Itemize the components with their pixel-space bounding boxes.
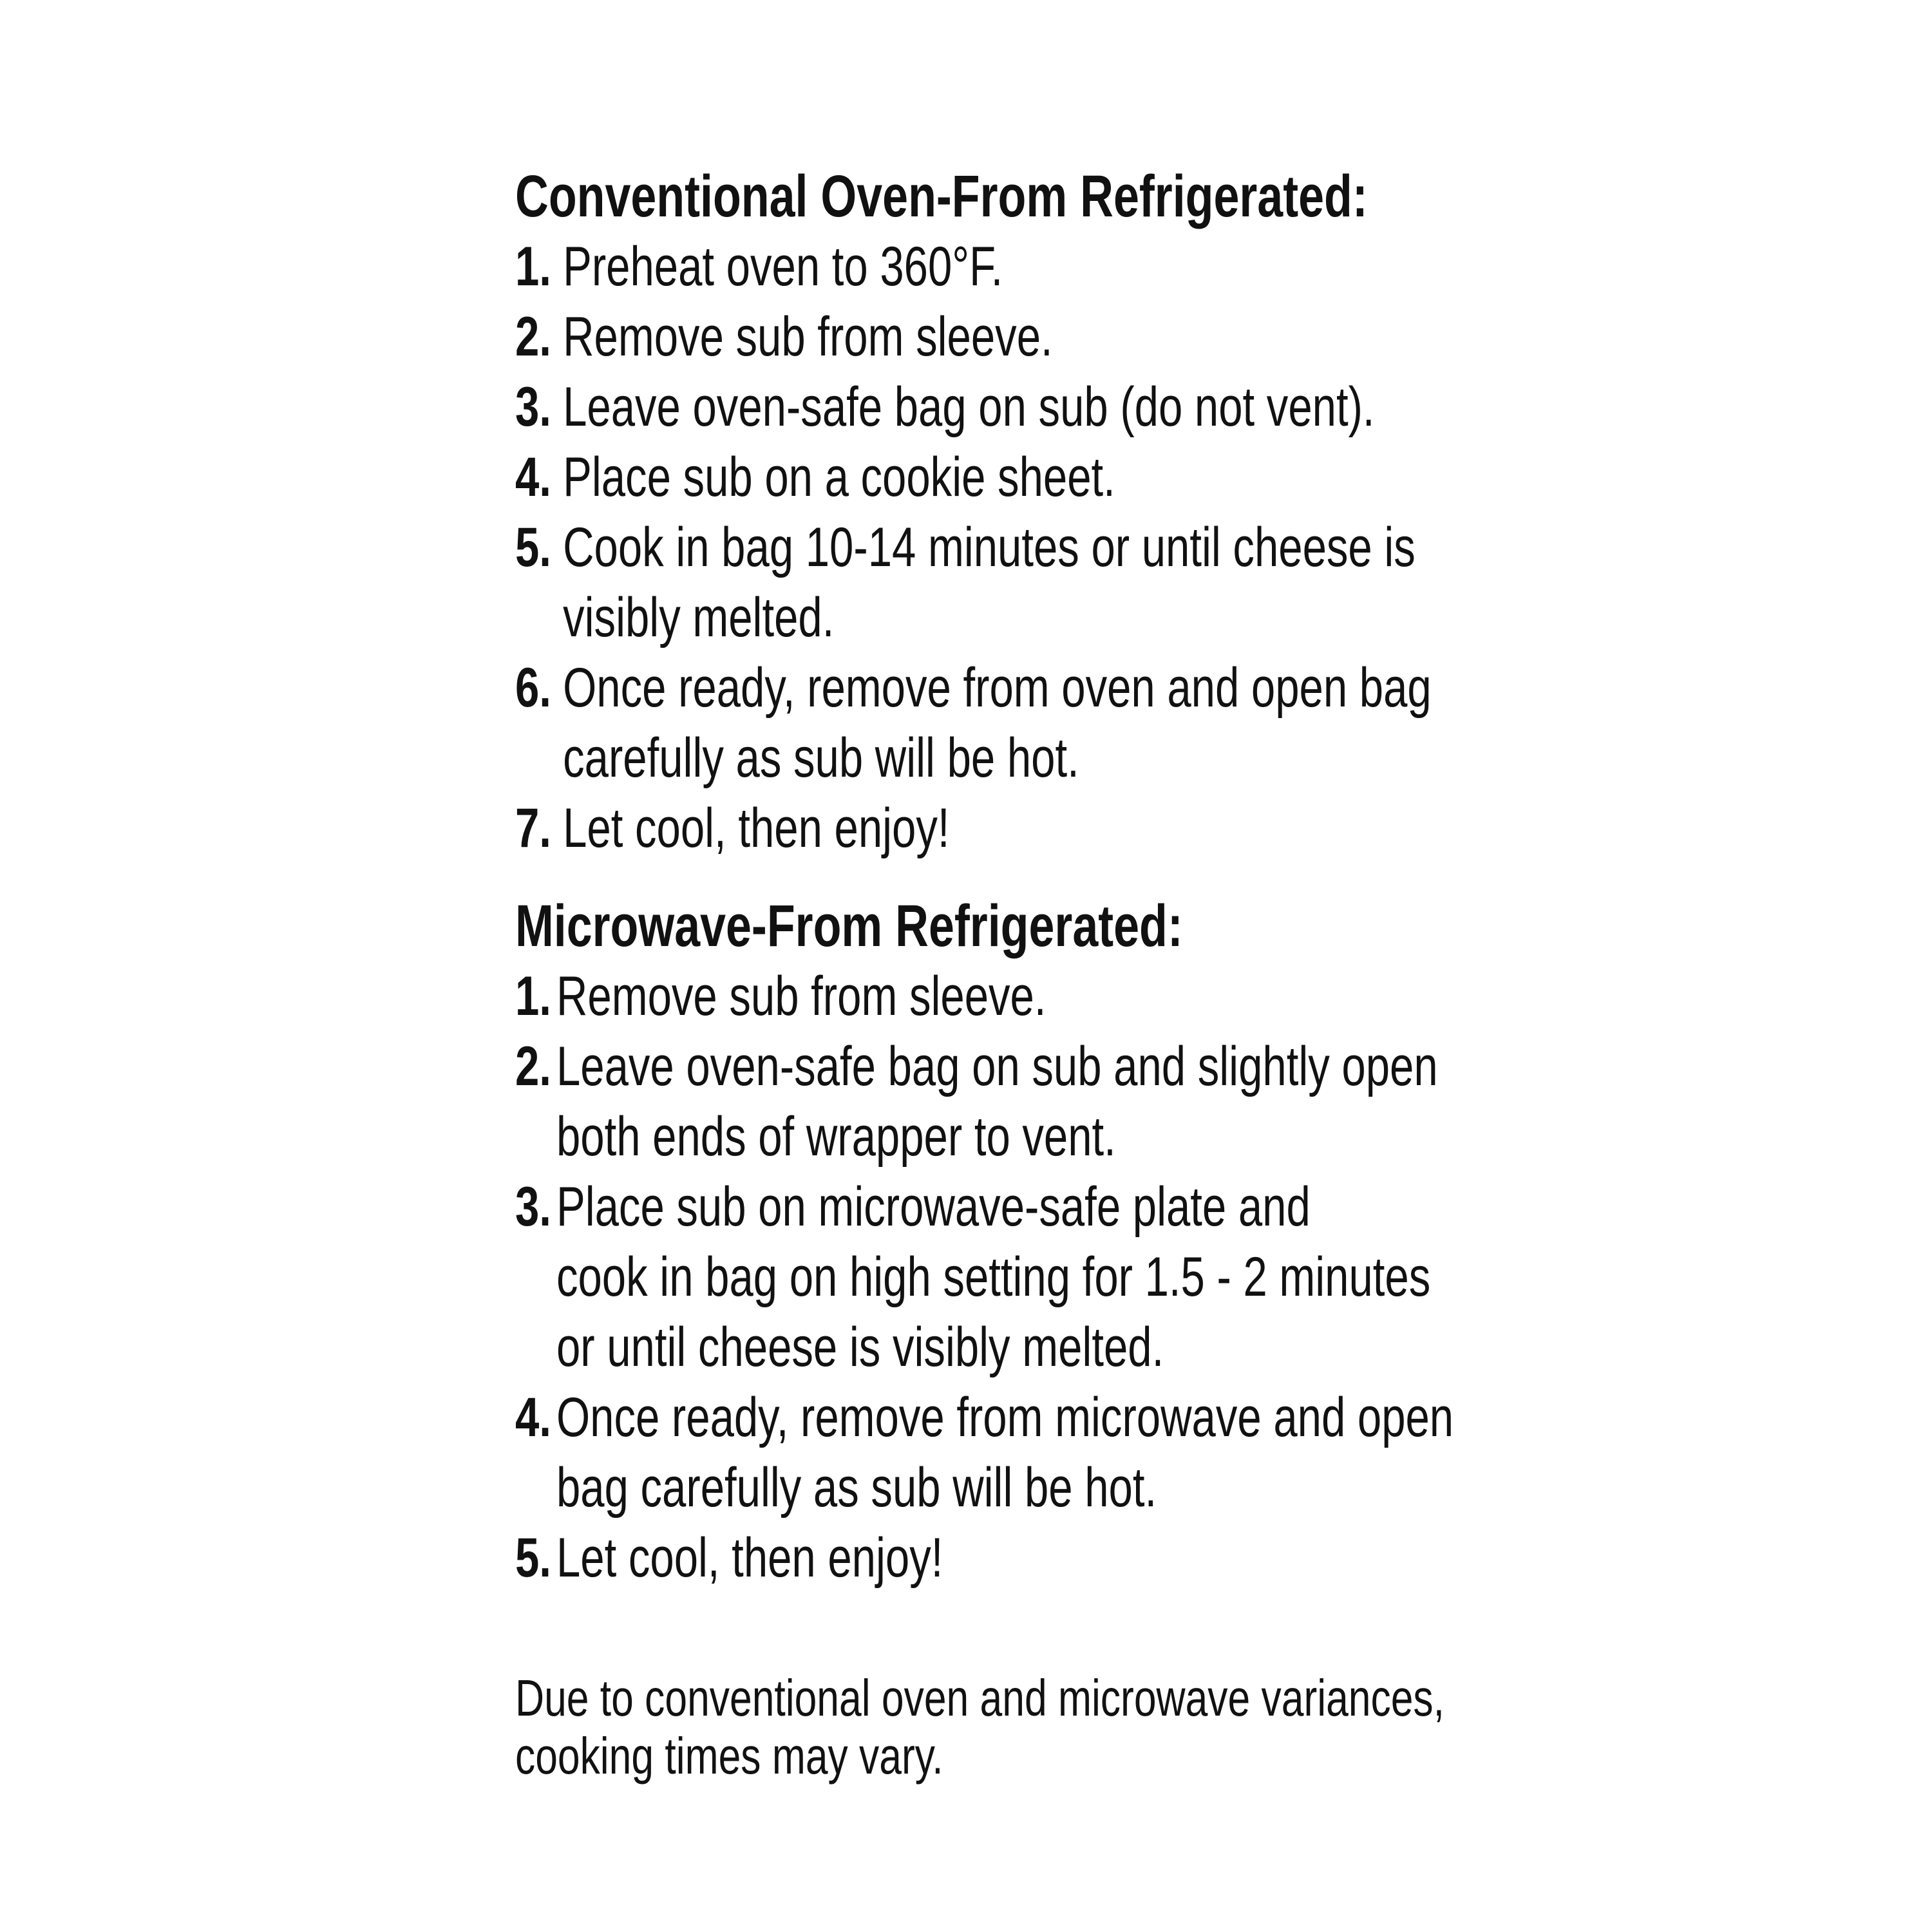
step-number: 3.: [515, 1176, 551, 1238]
step-line: Place sub on microwave-safe plate and: [556, 1176, 1311, 1238]
step-line: or until cheese is visibly melted.: [556, 1316, 1164, 1378]
step-number: 4.: [515, 446, 551, 508]
note-line: Due to conventional oven and microwave variances,: [515, 1669, 1444, 1727]
microwave-step: [515, 1172, 1546, 1383]
oven-step: [515, 302, 1546, 372]
step-line: Once ready, remove from oven and open bag: [563, 657, 1432, 719]
step-text: [556, 1523, 1546, 1593]
oven-step: [515, 232, 1546, 302]
microwave-steps-list: [515, 961, 1546, 1593]
step-number: 4.: [515, 1387, 551, 1448]
step-line: bag carefully as sub will be hot.: [556, 1457, 1157, 1519]
microwave-heading: Microwave-From Refrigerated:: [515, 893, 1183, 959]
step-number: 1.: [515, 965, 551, 1027]
microwave-step: [515, 1523, 1546, 1593]
step-number: 3.: [515, 376, 551, 438]
microwave-step: [515, 961, 1546, 1032]
step-text: [563, 653, 1546, 793]
oven-step: [515, 653, 1546, 793]
step-line: cook in bag on high setting for 1.5 - 2 minutes: [556, 1246, 1431, 1308]
step-line: visibly melted.: [563, 587, 835, 649]
oven-heading: Conventional Oven-From Refrigerated:: [515, 164, 1368, 229]
step-line: both ends of wrapper to vent.: [556, 1106, 1116, 1168]
step-text: [556, 1383, 1546, 1523]
step-text: [556, 1172, 1546, 1383]
step-number: 2.: [515, 1036, 551, 1097]
oven-steps-list: [515, 232, 1546, 864]
cooking-instructions: [515, 161, 1546, 1785]
oven-step: [515, 442, 1546, 513]
step-line: Remove sub from sleeve.: [563, 306, 1053, 368]
step-line: Cook in bag 10-14 minutes or until cheese is: [563, 516, 1416, 578]
step-number: 5.: [515, 516, 551, 578]
step-text: [563, 442, 1546, 513]
step-text: [563, 302, 1546, 372]
oven-step: [515, 372, 1546, 442]
cooking-time-note: [515, 1669, 1546, 1785]
step-line: Leave oven-safe bag on sub and slightly open: [556, 1036, 1438, 1097]
step-line: Let cool, then enjoy!: [563, 797, 950, 859]
step-text: [563, 372, 1546, 442]
step-line: Preheat oven to 360°F.: [563, 236, 1003, 298]
microwave-step: [515, 1032, 1546, 1172]
step-number: 6.: [515, 657, 551, 719]
microwave-step: [515, 1383, 1546, 1523]
step-line: carefully as sub will be hot.: [563, 727, 1079, 789]
step-number: 1.: [515, 236, 551, 298]
step-number: 7.: [515, 797, 551, 859]
oven-step: [515, 513, 1546, 653]
step-line: Once ready, remove from microwave and open: [556, 1387, 1454, 1448]
step-text: [556, 961, 1546, 1032]
step-line: Place sub on a cookie sheet.: [563, 446, 1115, 508]
step-number: 5.: [515, 1527, 551, 1589]
step-text: [563, 232, 1546, 302]
step-line: Remove sub from sleeve.: [556, 965, 1046, 1027]
step-line: Leave oven-safe bag on sub (do not vent).: [563, 376, 1375, 438]
step-number: 2.: [515, 306, 551, 368]
oven-step: [515, 793, 1546, 864]
oven-instructions-section: [515, 161, 1546, 864]
step-text: [563, 793, 1546, 864]
step-text: [556, 1032, 1546, 1172]
note-line: cooking times may vary.: [515, 1727, 943, 1785]
step-line: Let cool, then enjoy!: [556, 1527, 943, 1589]
microwave-instructions-section: [515, 891, 1546, 1593]
step-text: [563, 513, 1546, 653]
